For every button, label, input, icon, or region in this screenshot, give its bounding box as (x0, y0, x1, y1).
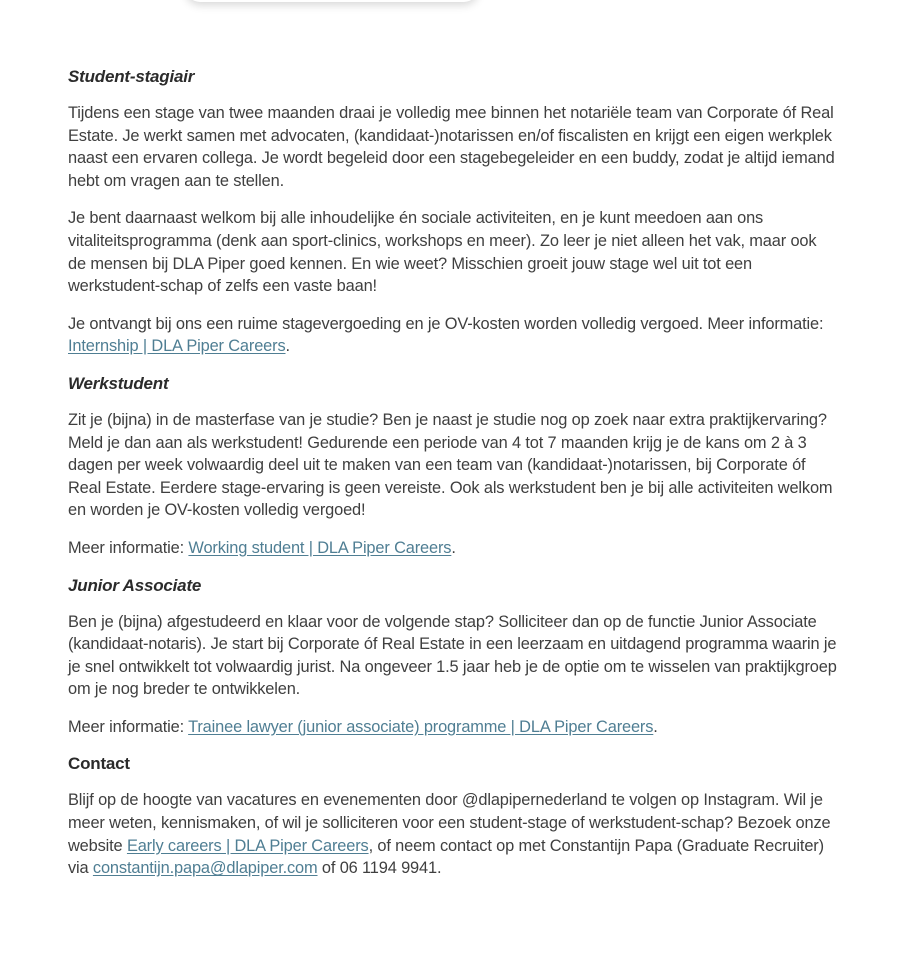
paragraph-text: Je bent daarnaast welkom bij alle inhoudelijke én sociale activiteiten, en je kunt meedoen aan ons vitaliteitsprogramma (denk aan sport-clinics, workshops en meer). Zo leer je niet alleen het vak, maar ook de mensen bij DLA Piper goed kennen. En wie weet? Misschien groeit jouw stage wel uit tot een werkstudent-schap of zelfs een vaste baan! (68, 209, 817, 296)
link-early-careers[interactable]: Early careers | DLA Piper Careers (126, 836, 369, 855)
paragraph-text: . (285, 337, 290, 356)
link-email-constantijn-papa[interactable]: constantijn.papa@dlapiper.com (92, 859, 318, 878)
paragraph-text: Zit je (bijna) in de masterfase van je studie? Ben je naast je studie nog op zoek naar extra praktijkervaring? Meld je dan aan als werkstudent! Gedurende een periode van 4 tot 7 maanden krijg je de kans om 2 à 3 dagen per week volwaardig deel uit te maken van een team van (kandidaat-)notarissen, bij Corporate óf Real Estate. Eerdere stage-ervaring is geen vereiste. Ook als werkstudent ben je bij alle activiteiten welkom en worden je OV-kosten volledig vergoed! (68, 410, 833, 520)
paragraph-text: of 06 1194 9941. (317, 859, 442, 878)
paragraph-text: Je ontvangt bij ons een ruime stagevergoeding en je OV-kosten worden volledig vergoed. Meer informatie: (68, 314, 824, 333)
paragraph-stagevergoeding (68, 313, 838, 358)
paragraph-text: . (451, 538, 456, 557)
section-student-stagiair (68, 66, 838, 358)
paragraph-contact (68, 789, 838, 879)
paragraph-werkstudent-intro (68, 409, 838, 522)
paragraph-text: Blijf op de hoogte van vacatures en evenementen door @dlapipernederland te volgen op Instagram. Wil je meer weten, kennismaken, of wil je solliciteren voor een student-stage of werkstudent-schap? Bezoek onze website (68, 791, 831, 855)
paragraph-text: Meer informatie: (68, 717, 189, 736)
paragraph-junior-associate-intro (68, 611, 838, 701)
link-working-student-careers[interactable]: Working student | DLA Piper Careers (188, 538, 452, 557)
paragraph-junior-associate-info (68, 716, 838, 739)
paragraph-text: Ben je (bijna) afgestudeerd en klaar voor de volgende stap? Solliciteer dan op de functie Junior Associate (kandidaat-notaris). Je start bij Corporate óf Real Estate in een leerzaam en uitdagend programma waarin je je snel ontwikkelt tot volwaardig jurist. Na ongeveer 1.5 jaar heb je de optie om te wisselen van praktijkgroep om je nog breder te ontwikkelen. (68, 612, 837, 699)
section-junior-associate (68, 575, 838, 739)
paragraph-text: . (653, 717, 658, 736)
paragraph-activiteiten (68, 207, 838, 297)
section-heading-werkstudent: Werkstudent (68, 373, 169, 393)
paragraph-text: Meer informatie: (68, 538, 189, 557)
section-heading-junior-associate: Junior Associate (68, 575, 202, 595)
paragraph-text: Tijdens een stage van twee maanden draai je volledig mee binnen het notariële team van Corporate óf Real Estate. Je werkt samen met advocaten, (kandidaat-)notarissen en/of fiscalisten en krijgt een eigen werkplek naast een ervaren collega. Je wordt begeleid door een stagebegeleider en een buddy, zodat je altijd iemand hebt om vragen aan te stellen. (68, 104, 835, 190)
section-heading-contact: Contact (68, 754, 130, 774)
document-body (68, 0, 838, 895)
section-contact (68, 753, 838, 879)
link-internship-careers[interactable]: Internship | DLA Piper Careers (68, 337, 286, 356)
paragraph-werkstudent-info (68, 537, 838, 560)
section-werkstudent (68, 373, 838, 560)
paragraph-text: , of neem contact op met Constantijn Papa (Graduate Recruiter) via (68, 836, 824, 878)
paragraph-stage-intro (68, 102, 838, 192)
link-trainee-lawyer-programme[interactable]: Trainee lawyer (junior associate) programme | DLA Piper Careers (188, 717, 654, 736)
section-heading-student-stagiair: Student-stagiair (68, 67, 195, 86)
